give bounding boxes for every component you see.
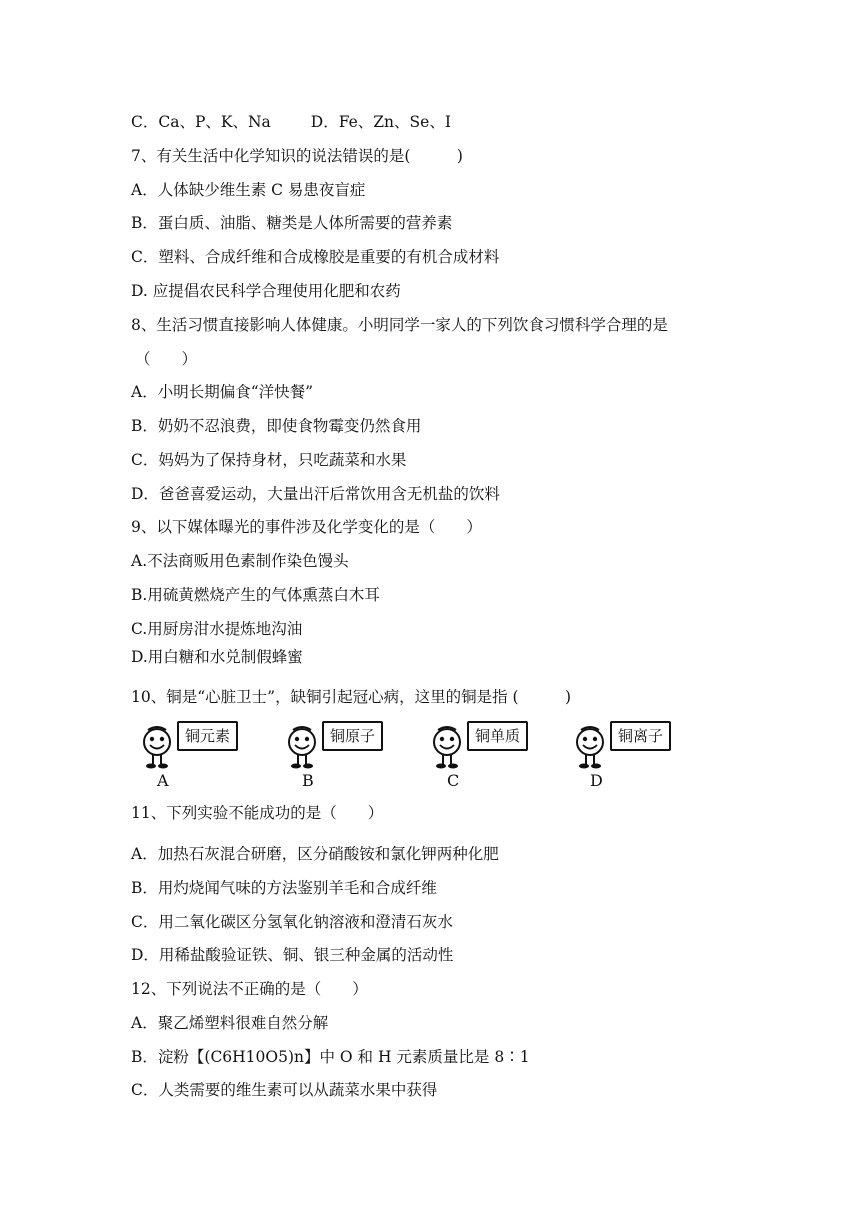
- option-line: C．人类需要的维生素可以从蔬菜水果中获得: [131, 1081, 438, 1099]
- option-line: B.用硫黄燃烧产生的气体熏蒸白木耳: [131, 586, 380, 604]
- cartoon-face-icon: [429, 722, 469, 772]
- option-line: D．爸爸喜爱运动，大量出汗后常饮用含无机盐的饮料: [131, 485, 500, 503]
- figure-option-b: [280, 716, 410, 794]
- option-letter: B: [302, 771, 314, 790]
- label-box: 铜元素: [177, 721, 238, 751]
- copper-figure: [135, 716, 695, 796]
- option-line: A．加热石灰混合研磨，区分硝酸铵和氯化钾两种化肥: [131, 845, 499, 863]
- option-line: C.用厨房泔水提炼地沟油: [131, 620, 303, 638]
- option-line: B．奶奶不忍浪费，即使食物霉变仍然食用: [131, 417, 422, 435]
- question-10: 10、铜是“心脏卫士”，缺铜引起冠心病，这里的铜是指 ( ): [131, 688, 572, 706]
- option-line: [131, 112, 451, 132]
- option-line: B．用灼烧闻气味的方法鉴别羊毛和合成纤维: [131, 879, 437, 897]
- option-line: B．蛋白质、油脂、糖类是人体所需要的营养素: [131, 214, 453, 232]
- option-line: B．淀粉【(C6H10O5)n】中 O 和 H 元素质量比是 8∶1: [131, 1048, 530, 1066]
- figure-option-a: [135, 716, 265, 794]
- option-letter: D: [590, 771, 603, 790]
- option-c: C．Ca、P、K、Na: [131, 113, 271, 131]
- answer-blank: （ ）: [135, 350, 198, 368]
- option-d: D．Fe、Zn、Se、I: [310, 113, 451, 131]
- figure-option-d: [568, 716, 698, 794]
- question-7: 7、有关生活中化学知识的说法错误的是( ): [131, 147, 463, 165]
- option-line: A．小明长期偏食“洋快餐”: [131, 383, 314, 401]
- question-8: 8、生活习惯直接影响人体健康。小明同学一家人的下列饮食习惯科学合理的是: [131, 316, 668, 334]
- option-line: A.不法商贩用色素制作染色馒头: [131, 552, 349, 570]
- option-line: A．聚乙烯塑料很难自然分解: [131, 1014, 329, 1032]
- cartoon-face-icon: [572, 722, 612, 772]
- question-11: 11、下列实验不能成功的是（ ）: [131, 804, 384, 822]
- question-12: 12、下列说法不正确的是（ ）: [131, 980, 368, 998]
- label-box: 铜离子: [610, 721, 671, 751]
- option-line: D. 应提倡农民科学合理使用化肥和农药: [131, 282, 401, 300]
- question-9: 9、以下媒体曝光的事件涉及化学变化的是（ ）: [131, 518, 482, 536]
- cartoon-face-icon: [139, 722, 179, 772]
- option-letter: C: [447, 771, 460, 790]
- option-line: C．用二氧化碳区分氢氧化钠溶液和澄清石灰水: [131, 913, 453, 931]
- option-line: C．塑料、合成纤维和合成橡胶是重要的有机合成材料: [131, 248, 500, 266]
- cartoon-face-icon: [284, 722, 324, 772]
- label-box: 铜单质: [467, 721, 528, 751]
- option-line: A．人体缺少维生素 C 易患夜盲症: [131, 181, 366, 199]
- option-line: D.用白糖和水兑制假蜂蜜: [131, 648, 303, 666]
- figure-option-c: [425, 716, 555, 794]
- option-letter: A: [157, 771, 169, 790]
- label-box: 铜原子: [322, 721, 383, 751]
- option-line: C．妈妈为了保持身材，只吃蔬菜和水果: [131, 451, 407, 469]
- option-line: D．用稀盐酸验证铁、铜、银三种金属的活动性: [131, 946, 454, 964]
